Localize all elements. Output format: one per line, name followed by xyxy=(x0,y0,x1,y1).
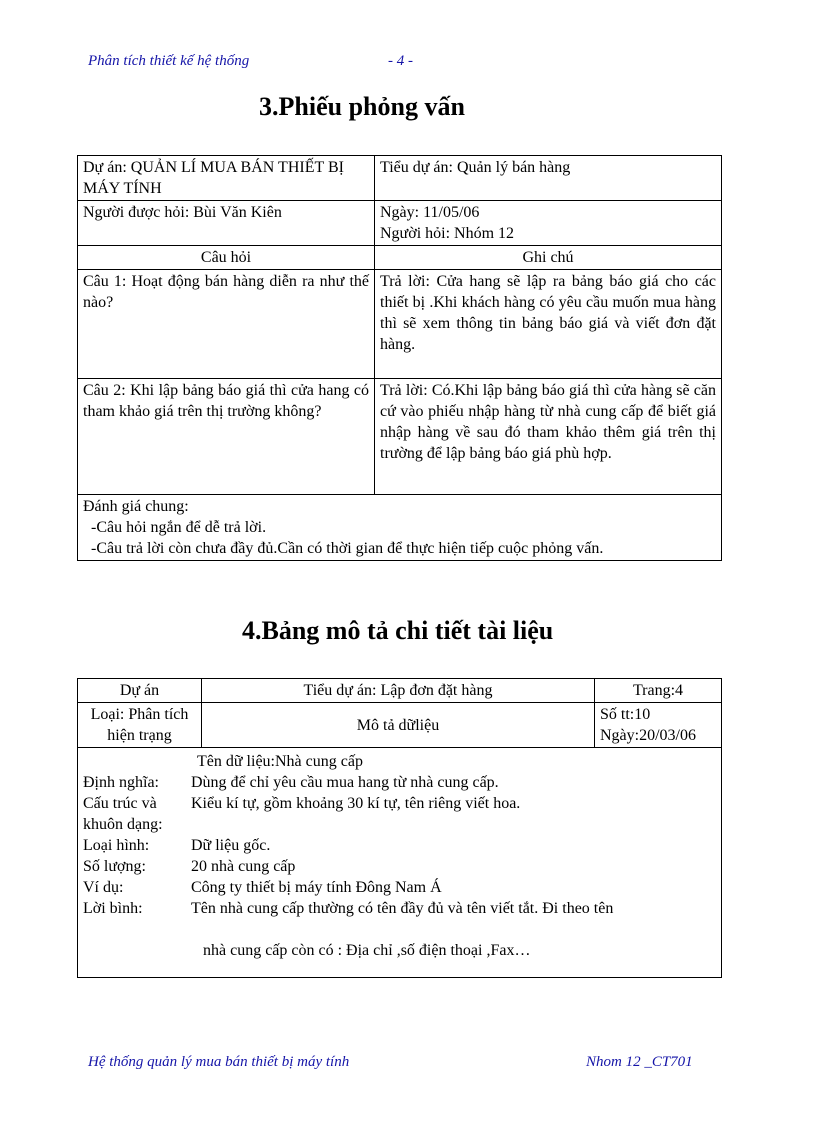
quantity-value: 20 nhà cung cấp xyxy=(191,858,296,875)
definition-value: Dùng để chỉ yêu cầu mua hang từ nhà cung cấp. xyxy=(191,774,499,791)
comment-continued: nhà cung cấp còn có : Địa chỉ ,số điện thoại ,Fax… xyxy=(203,942,531,959)
document-description-table xyxy=(77,678,722,978)
respondent-cell xyxy=(78,201,375,246)
kind-value: Dữ liệu gốc. xyxy=(191,837,271,854)
table-row xyxy=(78,246,722,270)
comment-label: Lời bình: xyxy=(83,900,143,917)
structure-value: Kiểu kí tự, gồm khoảng 30 kí tự, tên riêng viết hoa. xyxy=(191,795,521,812)
list-item xyxy=(83,877,716,898)
list-item xyxy=(83,772,716,793)
table-row xyxy=(78,270,722,379)
header-title: Phân tích thiết kế hệ thống xyxy=(88,53,250,69)
answer-1: Trả lời: Cửa hang sẽ lập ra bảng báo giá cho các thiết bị .Khi khách hàng có yêu cầu muốn mua hàng thì sẽ xem thông tin bảng báo giá và viết đơn đặt hàng. xyxy=(375,270,722,379)
list-item xyxy=(83,898,716,919)
date-cell xyxy=(375,201,722,246)
kind-label: Loại hình: xyxy=(83,837,150,854)
example-label: Ví dụ: xyxy=(83,879,124,896)
subproject-cell xyxy=(375,156,722,201)
list-item xyxy=(83,793,716,835)
project-text: Dự án: QUẢN LÍ MUA BÁN THIẾT BỊ MÁY TÍNH xyxy=(83,159,344,197)
header-note: Ghi chú xyxy=(375,246,722,270)
respondent-text: Người được hỏi: Bùi Văn Kiên xyxy=(83,204,282,221)
data-name: Tên dữ liệu:Nhà cung cấp xyxy=(197,753,363,770)
definition-label: Định nghĩa: xyxy=(83,774,159,791)
type-cell: Loại: Phân tích hiện trạng xyxy=(78,703,202,748)
subproject-text: Tiểu dự án: Quản lý bán hàng xyxy=(380,159,571,176)
list-item xyxy=(83,835,716,856)
number-date-cell xyxy=(595,703,722,748)
date-text: Ngày:20/03/06 xyxy=(600,727,696,744)
quantity-label: Số lượng: xyxy=(83,858,146,875)
answer-2: Trả lời: Có.Khi lập bảng báo giá thì cửa hàng sẽ căn cứ vào phiếu nhập hàng từ nhà cung cấp để biết giá nhập hàng về sau đó tham khảo thêm giá trên thị trường để lập bảng báo giá phù hợp. xyxy=(375,379,722,495)
footer-group: Nhom 12 _CT701 xyxy=(586,1054,693,1070)
subproject: Tiểu dự án: Lập đơn đặt hàng xyxy=(202,679,595,703)
footer-title: Hệ thống quản lý mua bán thiết bị máy tính xyxy=(88,1054,350,1070)
evaluation-title: Đánh giá chung: xyxy=(83,498,189,515)
question-2: Câu 2: Khi lập bảng báo giá thì cửa hang có tham khảo giá trên thị trường không? xyxy=(78,379,375,495)
table-row xyxy=(78,679,722,703)
interview-table xyxy=(77,155,722,561)
section-3-title: 3.Phiếu phỏng vấn xyxy=(259,92,465,121)
data-detail-cell xyxy=(78,748,722,978)
section-4-title: 4.Bảng mô tả chi tiết tài liệu xyxy=(242,616,554,645)
table-row xyxy=(78,703,722,748)
table-row xyxy=(78,379,722,495)
example-value: Công ty thiết bị máy tính Đông Nam Á xyxy=(191,879,442,896)
table-row xyxy=(78,156,722,201)
evaluation-cell xyxy=(78,495,722,561)
number-text: Số tt:10 xyxy=(600,706,651,723)
page-label: Trang:4 xyxy=(595,679,722,703)
evaluation-1: -Câu hỏi ngắn để dễ trả lời. xyxy=(91,519,267,536)
page-number: - 4 - xyxy=(388,53,413,69)
question-1: Câu 1: Hoạt động bán hàng diễn ra như thế nào? xyxy=(78,270,375,379)
table-row xyxy=(78,495,722,561)
table-row xyxy=(78,748,722,978)
description-cell: Mô tả dữliệu xyxy=(202,703,595,748)
interview-date: Ngày: 11/05/06 xyxy=(380,204,480,221)
project-cell xyxy=(78,156,375,201)
table-row xyxy=(78,201,722,246)
list-item xyxy=(83,856,716,877)
project-label: Dự án xyxy=(78,679,202,703)
interviewer: Người hỏi: Nhóm 12 xyxy=(380,225,515,242)
header-question: Câu hỏi xyxy=(78,246,375,270)
evaluation-2: -Câu trả lời còn chưa đầy đủ.Cần có thời gian để thực hiện tiếp cuộc phỏng vấn. xyxy=(91,540,604,557)
structure-label: Cấu trúc và khuôn dạng: xyxy=(83,795,163,833)
comment-value: Tên nhà cung cấp thường có tên đầy đủ và tên viết tắt. Đi theo tên xyxy=(191,900,614,917)
